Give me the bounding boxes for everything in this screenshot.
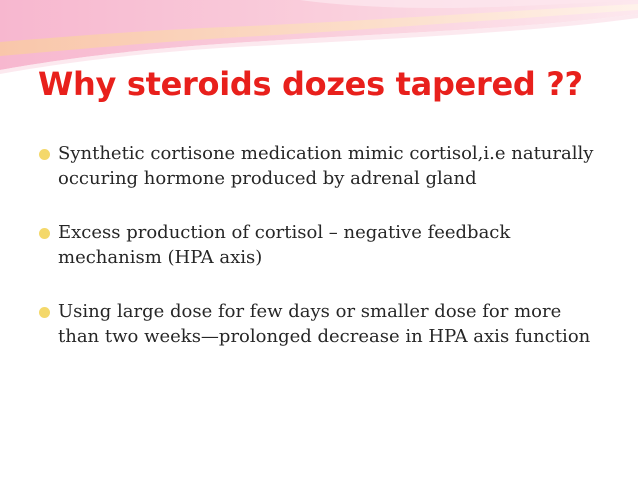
bullet-list xyxy=(38,142,603,349)
bullet-text: Excess production of cortisol – negative feedback mechanism (HPA axis) xyxy=(58,222,511,268)
bullet-text: Using large dose for few days or smaller dose for more than two weeks—prolonged decrease in HPA axis function xyxy=(58,301,591,347)
filled-circle-bullet-icon xyxy=(39,228,50,239)
slide-title: Why steroids dozes tapered ?? xyxy=(38,65,583,103)
bullet-item xyxy=(38,221,603,270)
filled-circle-bullet-icon xyxy=(39,307,50,318)
bullet-item xyxy=(38,300,603,349)
bullet-text: Synthetic cortisone medication mimic cortisol,i.e naturally occuring hormone produced by adrenal gland xyxy=(58,143,594,189)
bullet-item xyxy=(38,142,603,191)
filled-circle-bullet-icon xyxy=(39,149,50,160)
